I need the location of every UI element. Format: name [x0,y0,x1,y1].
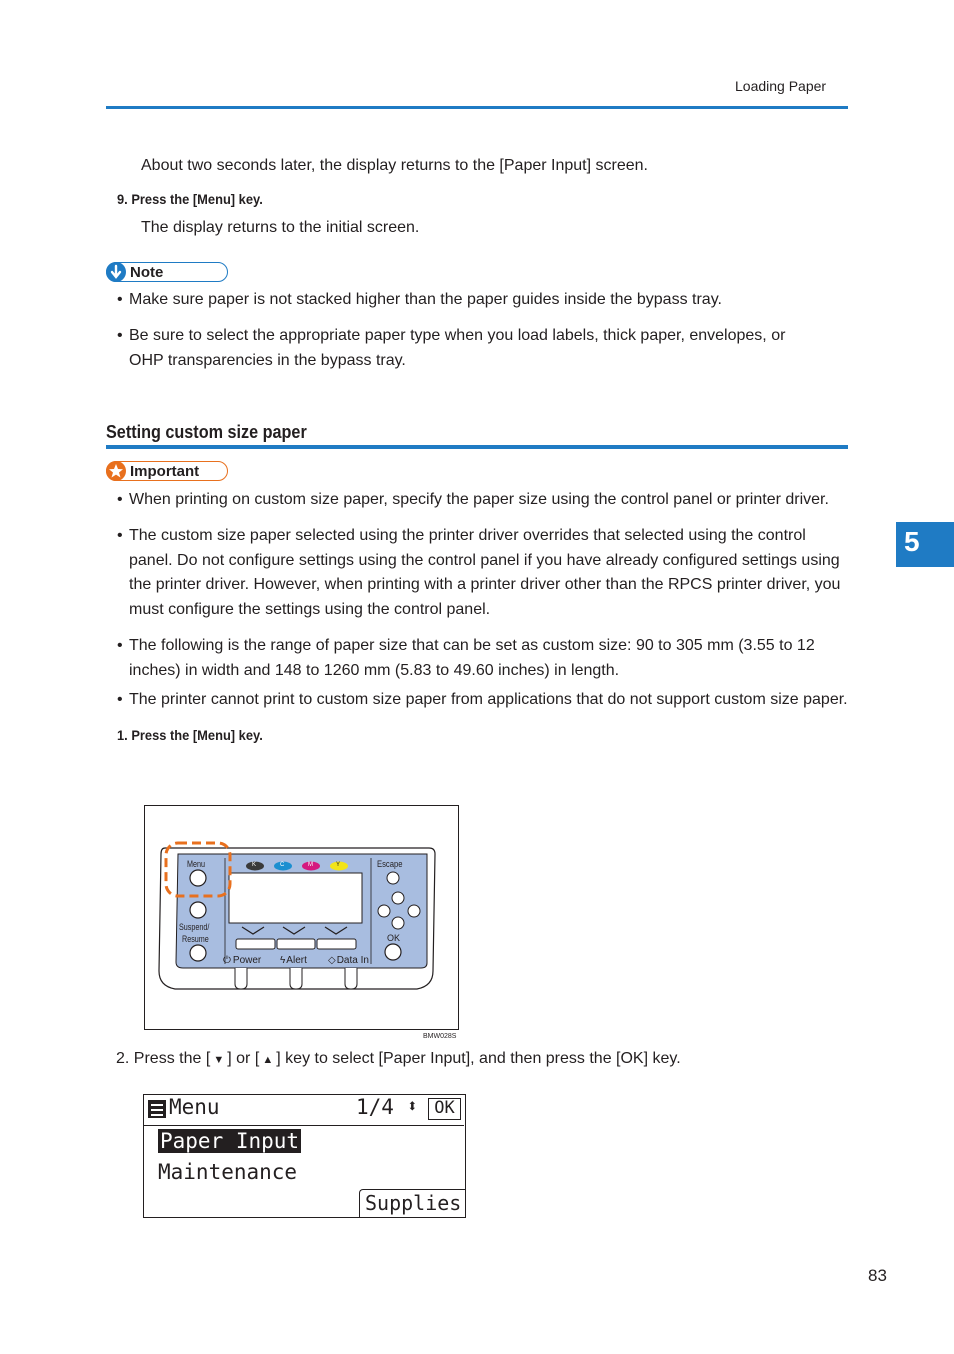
control-panel-illustration [145,806,460,1031]
important-badge [106,461,228,481]
down-key-icon: ▼ [210,1054,228,1066]
step-2-mid2: ] key to select [Paper Input], and then press the [OK] key. [276,1050,681,1067]
figure-code: BMW028S [423,1033,457,1040]
alert-indicator [280,955,307,966]
lcd-title: Menu [169,1095,220,1119]
control-panel-figure [144,805,459,1030]
toner-m-label: M [308,862,313,868]
up-key-icon: ▲ [259,1054,277,1066]
lcd-item-maintenance[interactable]: Maintenance [158,1160,298,1184]
note-bullet-text: Be sure to select the appropriate paper type when you load labels, thick paper, envelopes, or OHP transparencies in the bypass tray. [129,327,786,369]
important-bullet-text: The printer cannot print to custom size paper from applications that do not support custom size paper. [129,691,848,708]
power-indicator [223,955,261,966]
step-1-label: 1. Press the [Menu] key. [117,727,263,743]
data-in-indicator [328,955,369,966]
important-bullet: • The custom size paper selected using the printer driver overrides that selected using the control panel. Do not configure settings using the control panel if you have already configured settings using the printer driver. However, when printing with a printer driver other than the RPCS printer driver, you must configure the settings using the control panel. [117,524,852,622]
intro-text: About two seconds later, the display returns to the [Paper Input] screen. [141,157,648,174]
important-bullet: • When printing on custom size paper, specify the paper size using the control panel or printer driver. [117,488,877,513]
page-number: 83 [868,1266,887,1285]
suspend-label: Suspend/ [179,922,210,932]
data-in-icon: ◇ [328,955,336,966]
star-icon [106,461,126,481]
lcd-item-paper-input[interactable]: Paper Input [160,1129,300,1153]
important-bullet-text: The following is the range of paper size that can be set as custom size: 90 to 305 mm (3.55 to 12 inches) in width and 148 to 1260 mm (5.83 to 49.60 inches) in length. [129,637,815,679]
note-label: Note [130,264,164,281]
step-9-result: The display returns to the initial screen. [141,219,420,236]
alert-icon: ϟ [280,955,286,966]
section-rule [106,445,848,449]
resume-label: Resume [182,934,209,944]
note-bullet: • Be sure to select the appropriate paper type when you load labels, thick paper, envelopes, or OHP transparencies in the bypass tray. [117,324,822,373]
power-label: Power [232,955,262,966]
up-down-arrow-icon: ⬍ [407,1096,418,1117]
data-in-label: Data In [336,955,369,966]
step-2-prefix: 2. Press the [ [116,1050,211,1067]
section-title: Setting custom size paper [106,422,307,442]
menu-list-icon [148,1100,166,1118]
lcd-page-indicator: 1/4 [356,1095,394,1119]
note-bullet-text: Make sure paper is not stacked higher than the paper guides inside the bypass tray. [129,291,722,308]
running-header: Loading Paper [735,78,827,94]
important-bullet: • The following is the range of paper size that can be set as custom size: 90 to 305 mm (3.55 to 12 inches) in width and 148 to 1260 mm (5.83 to 49.60 inches) in length. [117,634,852,683]
down-arrow-icon [106,262,126,282]
important-bullet-text: When printing on custom size paper, specify the paper size using the control panel or printer driver. [129,491,829,508]
header-rule [106,106,848,109]
important-label: Important [130,463,200,480]
toner-y-label: Y [336,862,341,868]
lcd-softkey-supplies[interactable]: Supplies [359,1189,465,1217]
power-icon: ⏻ [223,955,231,966]
escape-key-label: Escape [377,859,403,869]
step-2-mid1: ] or [ [227,1050,260,1067]
alert-label: Alert [286,955,307,966]
ok-key-label: OK [387,933,401,943]
chapter-number: 5 [904,526,920,557]
menu-key-label: Menu [187,859,206,869]
note-bullet: • Make sure paper is not stacked higher than the paper guides inside the bypass tray. [117,288,857,313]
lcd-screen [143,1094,466,1218]
chapter-tab [896,522,954,567]
important-bullet: • The printer cannot print to custom size paper from applications that do not support custom size paper. [117,688,887,713]
lcd-ok-button[interactable]: OK [428,1098,461,1120]
step-9-label: 9. Press the [Menu] key. [117,191,263,207]
step-2-text [116,1047,681,1073]
important-bullet-text: The custom size paper selected using the printer driver overrides that selected using the control panel. Do not configure settings using the control panel if you have already configured settings using the printer driver. However, when printing with a printer driver other than the RPCS printer driver, you must configure the settings using the control panel. [129,527,841,618]
note-badge [106,262,228,282]
toner-c-label: C [280,862,285,868]
toner-k-label: K [252,862,257,868]
